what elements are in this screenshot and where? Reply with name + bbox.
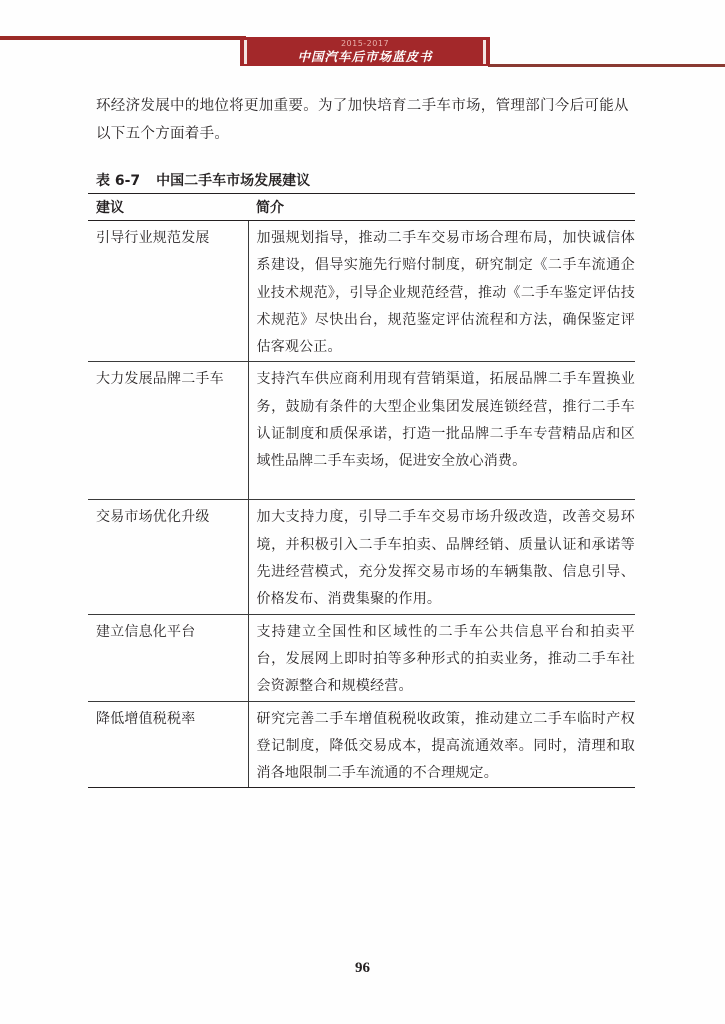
cell-description: 支持汽车供应商利用现有营销渠道，拓展品牌二手车置换业务，鼓励有条件的大型企业集团发展连锁经营，推行二手车认证制度和质保承诺，打造一批品牌二手车专营精品店和区域性品牌二手车卖场，促进安全放心消费。 [248,362,635,500]
table-row [88,614,635,701]
table-row [88,362,635,500]
cell-suggestion: 大力发展品牌二手车 [88,362,248,500]
cell-suggestion: 降低增值税税率 [88,701,248,788]
running-header-banner [240,37,490,66]
cell-description: 加强规划指导，推动二手车交易市场合理布局，加快诚信体系建设，倡导实施先行赔付制度，研究制定《二手车流通企业技术规范》，引导企业规范经营，推动《二手车鉴定评估技术规范》尽快出台，规范鉴定评估流程和方法，确保鉴定评估客观公正。 [248,221,635,362]
table-caption-title: 中国二手车市场发展建议 [156,173,311,189]
table-row [88,500,635,614]
cell-description: 加大支持力度，引导二手车交易市场升级改造，改善交易环境，并积极引入二手车拍卖、品牌经销、质量认证和承诺等先进经营模式，充分发挥交易市场的车辆集散、信息引导、价格发布、消费集聚的作用。 [248,500,635,614]
cell-description: 研究完善二手车增值税税收政策，推动建立二手车临时产权登记制度，降低交易成本，提高流通效率。同时，清理和取消各地限制二手车流通的不合理规定。 [248,701,635,788]
table-header-row [88,194,635,221]
column-header-description: 简介 [248,194,635,221]
banner-book-title: 中国汽车后市场蓝皮书 [297,49,433,64]
page-number: 96 [355,960,370,976]
header-rule-left [0,36,246,40]
table-caption-number: 表 6-7 [96,173,141,189]
suggestions-table [88,193,635,788]
table-row [88,701,635,788]
table-caption [96,170,310,190]
column-header-suggestion: 建议 [88,194,248,221]
cell-suggestion: 引导行业规范发展 [88,221,248,362]
banner-years: 2015-2017 [340,39,390,48]
body-paragraph: 环经济发展中的地位将更加重要。为了加快培育二手车市场，管理部门今后可能从以下五个方面着手。 [96,98,629,142]
banner-bar-right [483,40,486,64]
cell-suggestion: 建立信息化平台 [88,614,248,701]
cell-suggestion: 交易市场优化升级 [88,500,248,614]
table-row [88,221,635,362]
banner-bar-left [244,40,247,64]
cell-description: 支持建立全国性和区域性的二手车公共信息平台和拍卖平台，发展网上即时拍等多种形式的拍卖业务，推动二手车社会资源整合和规模经营。 [248,614,635,701]
header-rule-right [488,64,725,67]
